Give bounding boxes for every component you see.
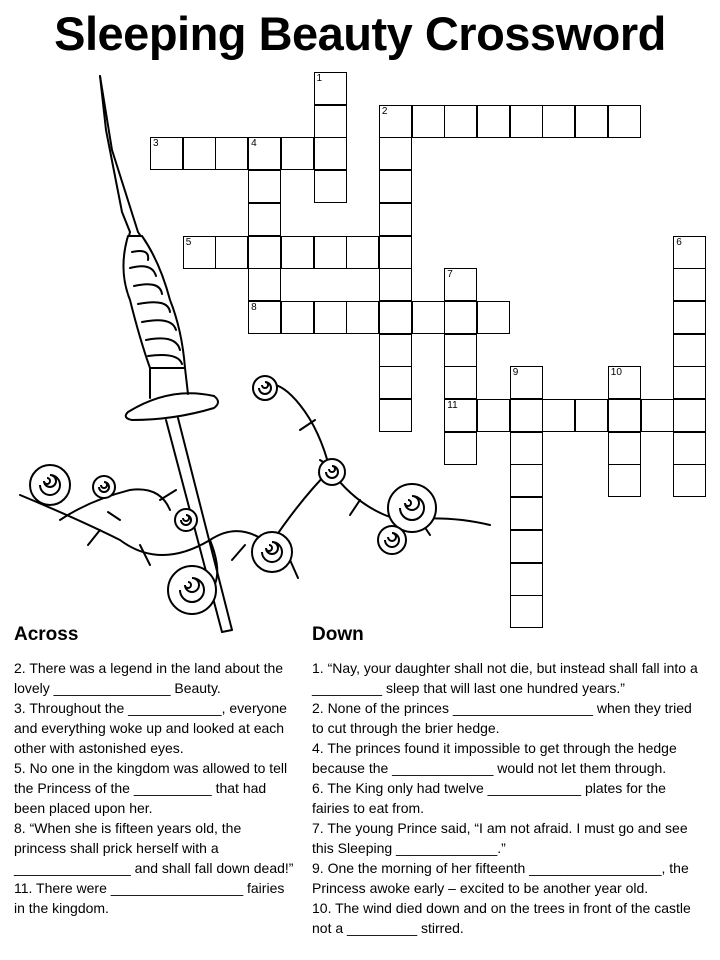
crossword-cell [510,105,543,138]
crossword-cell [314,72,347,105]
crossword-cell [477,399,510,432]
clue-across-8: 8. “When she is fifteen years old, the princess shall prick herself with a _______________ and shall fall down dead!” [14,820,294,876]
crossword-cell [412,105,445,138]
crossword-cell [477,105,510,138]
crossword-cell [575,105,608,138]
clue-number: 11 [447,400,458,411]
crossword-cell [379,170,412,203]
clue-across-2: 2. There was a legend in the land about the lovely _______________ Beauty. [14,660,284,696]
crossword-cell [444,268,477,301]
crossword-cell [281,137,314,170]
across-clues [14,622,296,918]
crossword-cell [673,464,706,497]
crossword-cell [608,464,641,497]
crossword-cell [248,203,281,236]
clue-down-7: 7. The young Prince said, “I am not afraid. I must go and see this Sleeping _____________.” [312,820,688,856]
clue-number: 9 [512,367,519,379]
crossword-cell [150,137,183,170]
crossword-cell [215,236,248,269]
crossword-cell [444,366,477,399]
crossword-cell [673,432,706,465]
crossword-cell [608,105,641,138]
crossword-cell [510,464,543,497]
crossword-cell [412,301,445,334]
crossword-cell [477,301,510,334]
page-title: Sleeping Beauty Crossword [54,7,666,60]
crossword-cell [641,399,674,432]
crossword-cell [444,301,477,334]
clue-down-1: 1. “Nay, your daughter shall not die, but instead shall fall into a _________ sleep that will last one hundred years.” [312,660,698,696]
crossword-cell [379,301,412,334]
crossword-cell [314,105,347,138]
crossword-cell [379,105,412,138]
crossword-cell [444,105,477,138]
crossword-cell [510,497,543,530]
clue-across-5: 5. No one in the kingdom was allowed to tell the Princess of the __________ that had been placed upon her. [14,760,288,816]
crossword-cell [281,301,314,334]
crossword-cell [379,399,412,432]
crossword-cell [346,301,379,334]
crossword-cell [248,268,281,301]
across-heading: Across [14,624,79,645]
crossword-cell [183,236,216,269]
crossword-cell [673,301,706,334]
crossword-cell [314,236,347,269]
crossword-cell [673,334,706,367]
crossword-cell [248,170,281,203]
clue-down-2: 2. None of the princes __________________ when they tried to cut through the brier hedge. [312,700,692,736]
crossword-cell [379,236,412,269]
crossword-cell [281,236,314,269]
clue-number: 10 [610,367,622,379]
clue-down-6: 6. The King only had twelve ____________ plates for the fairies to eat from. [312,780,666,816]
crossword-cell [314,301,347,334]
crossword-cell [542,105,575,138]
crossword-cell [673,366,706,399]
clue-down-10: 10. The wind died down and on the trees in front of the castle not a _________ stirred. [312,900,691,936]
crossword-cell [673,236,706,269]
crossword-cell [673,399,706,432]
clue-number: 2 [381,105,388,117]
crossword-cell [673,268,706,301]
clue-number: 7 [447,269,453,281]
crossword-cell [379,334,412,367]
clue-number: 8 [251,301,257,313]
down-heading: Down [312,624,364,645]
crossword-cell [314,170,347,203]
clue-down-9: 9. One the morning of her fifteenth _________________, the Princess awoke early – excited to be another year old. [312,860,689,896]
crossword-cell [314,137,347,170]
crossword-cell [510,563,543,596]
crossword-cell [510,530,543,563]
crossword-cell [379,366,412,399]
clue-down-4: 4. The princes found it impossible to get through the hedge because the _____________ would not let them through. [312,740,677,776]
crossword-cell [183,137,216,170]
clue-across-11: 11. There were _________________ fairies in the kingdom. [14,880,285,916]
crossword-cell [575,399,608,432]
crossword-cell [608,432,641,465]
crossword-cell [379,137,412,170]
crossword-cell [542,399,575,432]
down-clues [312,622,698,938]
crossword-cell [510,432,543,465]
crossword-cell [444,334,477,367]
crossword-cell [248,301,281,334]
crossword-cell [379,203,412,236]
clue-number: 6 [676,236,682,248]
crossword-cell [608,399,641,432]
clue-number: 1 [316,73,323,84]
crossword-cell [248,236,281,269]
crossword-cell [510,399,543,432]
crossword-cell [379,268,412,301]
clue-number: 4 [251,138,257,150]
crossword-cell [346,236,379,269]
crossword-cell [608,366,641,399]
crossword-cell [248,137,281,170]
crossword-cell [444,399,477,432]
clue-across-3: 3. Throughout the ____________, everyone and everything woke up and looked at each other with astonished eyes. [14,700,287,756]
crossword-cell [510,366,543,399]
clue-number: 3 [153,138,159,150]
crossword-cell [444,432,477,465]
crossword-cell [215,137,248,170]
clue-number: 5 [185,236,192,248]
